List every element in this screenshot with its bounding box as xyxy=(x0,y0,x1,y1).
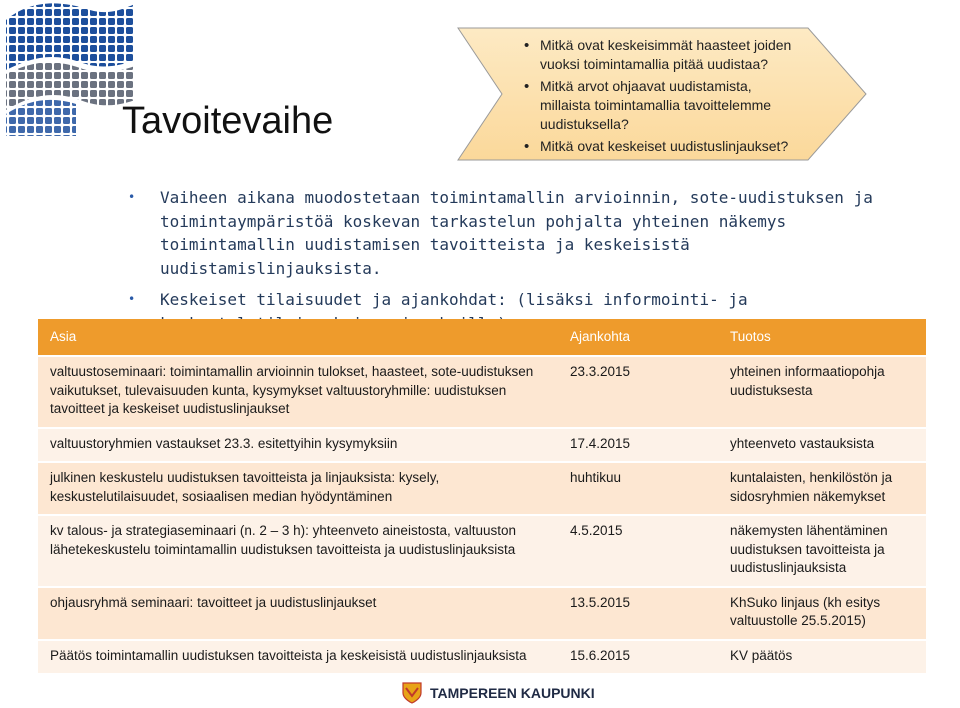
table-row xyxy=(38,356,926,428)
cell-ajankohta: huhtikuu xyxy=(558,462,718,515)
table-row xyxy=(38,462,926,515)
bullet-icon: • xyxy=(128,190,136,204)
bullet-icon: • xyxy=(128,292,136,306)
callout-question: • Mitkä arvot ohjaavat uudistamista, millaista toimintamallia tavoittelemme uudistuksella? xyxy=(522,77,802,134)
cell-ajankohta: 17.4.2015 xyxy=(558,428,718,463)
table-row xyxy=(38,640,926,675)
questions-callout xyxy=(452,26,872,162)
cell-tuotos: KhSuko linjaus (kh esitys valtuustolle 25.5.2015) xyxy=(718,587,926,640)
cell-asia: ohjausryhmä seminaari: tavoitteet ja uudistuslinjaukset xyxy=(38,587,558,640)
cell-ajankohta: 13.5.2015 xyxy=(558,587,718,640)
paragraph-text: Keskeiset tilaisuudet ja ajankohdat: (lisäksi informointi- ja xyxy=(160,290,748,309)
cell-tuotos: näkemysten lähentäminen uudistuksen tavoitteista ja uudistuslinjauksista xyxy=(718,515,926,587)
tampere-grid-logo-icon xyxy=(0,0,140,140)
table-row xyxy=(38,428,926,463)
paragraph-text: Vaiheen aikana muodostetaan toimintamallin arvioinnin, sote-uudistuksen ja toimintaympäristöä koskevan tarkastelun pohjalta yhteinen näkemys toimintamallin uudistamisen tavoitteista ja keskeisistä uudistamislinjauksista. xyxy=(160,188,873,278)
cell-ajankohta: 23.3.2015 xyxy=(558,356,718,428)
cell-tuotos: yhteenveto vastauksista xyxy=(718,428,926,463)
table-row xyxy=(38,587,926,640)
cell-tuotos: kuntalaisten, henkilöstön ja sidosryhmien näkemykset xyxy=(718,462,926,515)
tampere-coat-of-arms-icon xyxy=(402,682,422,704)
column-header-asia: Asia xyxy=(38,319,558,356)
schedule-table xyxy=(38,319,926,675)
org-name: TAMPEREEN KAUPUNKI xyxy=(430,685,595,701)
footer-branding xyxy=(402,682,595,704)
intro-paragraph xyxy=(128,186,918,280)
cell-asia: kv talous- ja strategiaseminaari (n. 2 – 3 h): yhteenveto aineistosta, valtuuston lähetekeskustelu toimintamallin uudistuksen tavoitteista ja uudistuslinjauksista xyxy=(38,515,558,587)
page-title: Tavoitevaihe xyxy=(122,100,334,142)
column-header-tuotos: Tuotos xyxy=(718,319,926,356)
table-row xyxy=(38,515,926,587)
cell-asia: valtuustoseminaari: toimintamallin arvioinnin tulokset, haasteet, sote-uudistuksen vaikutukset, tulevaisuuden kunta, kysymykset valtuustoryhmille: uudistuksen tavoitteet ja keskeiset uudistuslinjaukset xyxy=(38,356,558,428)
callout-question: • Mitkä ovat keskeiset uudistuslinjaukset? xyxy=(522,137,802,156)
cell-tuotos: KV päätös xyxy=(718,640,926,675)
cell-asia: Päätös toimintamallin uudistuksen tavoitteista ja keskeisistä uudistuslinjauksista xyxy=(38,640,558,675)
cell-ajankohta: 15.6.2015 xyxy=(558,640,718,675)
column-header-ajankohta: Ajankohta xyxy=(558,319,718,356)
cell-asia: julkinen keskustelu uudistuksen tavoitteista ja linjauksista: kysely, keskustelutilaisuudet, sosiaalisen median hyödyntäminen xyxy=(38,462,558,515)
cell-tuotos: yhteinen informaatiopohja uudistuksesta xyxy=(718,356,926,428)
table-header-row xyxy=(38,319,926,356)
callout-question: • Mitkä ovat keskeisimmät haasteet joiden vuoksi toimintamallia pitää uudistaa? xyxy=(522,36,802,74)
cell-ajankohta: 4.5.2015 xyxy=(558,515,718,587)
cell-asia: valtuustoryhmien vastaukset 23.3. esitettyihin kysymyksiin xyxy=(38,428,558,463)
